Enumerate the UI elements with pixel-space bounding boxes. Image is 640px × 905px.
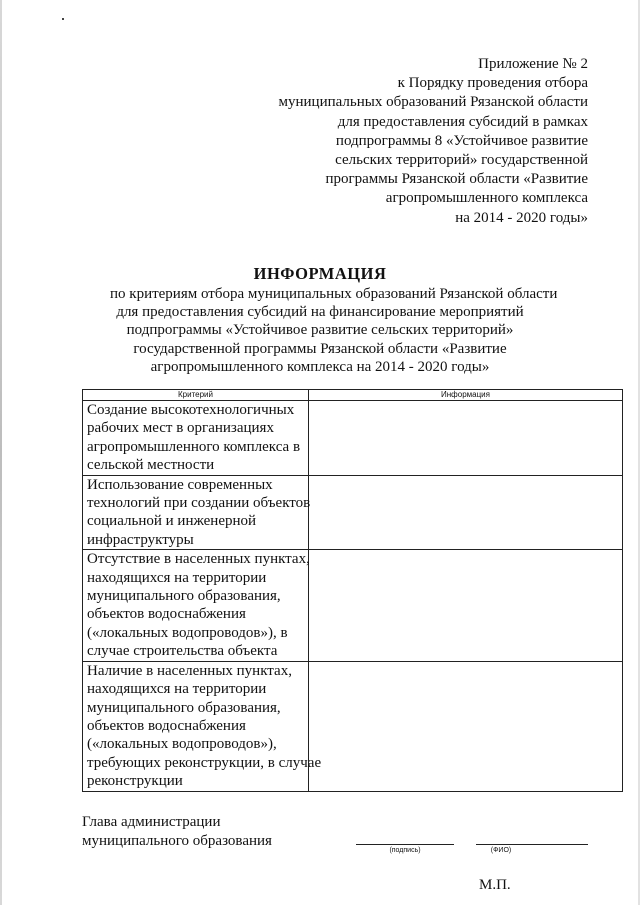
criterion-line: («локальных водопроводов»), в [87, 624, 288, 641]
information-cell [309, 661, 623, 791]
criterion-line: сельской местности [87, 457, 215, 474]
table-row [83, 475, 623, 550]
header-information: Информация [309, 390, 623, 401]
header-criterion: Критерий [83, 390, 309, 401]
criteria-table [82, 389, 623, 792]
criterion-line: Создание высокотехнологичных [87, 402, 295, 418]
criterion-cell [83, 401, 309, 476]
criterion-line: Наличие в населенных пунктах, [87, 662, 292, 679]
criterion-line: рабочих мест в организациях [87, 420, 274, 437]
criterion-line: социальной и инженерной [87, 513, 257, 530]
table-row [83, 550, 623, 661]
criterion-line: случае строительства объекта [87, 643, 278, 660]
signature-caption: (подпись) [389, 847, 421, 854]
table-row [83, 401, 623, 476]
scan-speck [62, 18, 64, 20]
information-cell [309, 550, 623, 661]
appendix-line: агропромышленного комплекса [385, 190, 588, 207]
subtitle-line: по критериям отбора муниципальных образований Рязанской области [110, 286, 558, 302]
information-cell [309, 401, 623, 476]
criterion-line: муниципального образования, [87, 588, 281, 605]
criterion-line: Отсутствие в населенных пунктах, [87, 551, 310, 568]
criterion-line: инфраструктуры [87, 531, 194, 548]
appendix-line: для предоставления субсидий в рамках [337, 113, 588, 130]
subtitle-line: агропромышленного комплекса на 2014 - 2020 годы» [150, 358, 490, 375]
name-line [476, 844, 588, 845]
subtitle-line: подпрограммы «Устойчивое развитие сельских территорий» [126, 322, 514, 339]
criterion-line: находящихся на территории [87, 681, 267, 698]
signature-role-line: Глава администрации [82, 814, 221, 830]
appendix-line: муниципальных образований Рязанской области [278, 94, 588, 111]
criterion-line: требующих реконструкции, в случае [87, 754, 322, 771]
criterion-cell [83, 661, 322, 791]
appendix-line: Приложение № 2 [478, 56, 588, 72]
stamp-placeholder: М.П. [479, 877, 511, 893]
table-row [83, 661, 623, 791]
criterion-line: объектов водоснабжения [87, 606, 246, 623]
criterion-line: технологий при создании объектов [87, 495, 311, 512]
criterion-line: («локальных водопроводов»), [87, 736, 277, 753]
information-cell [309, 475, 623, 550]
appendix-line: подпрограммы 8 «Устойчивое развитие [335, 132, 588, 149]
appendix-header [258, 55, 588, 228]
appendix-line: к Порядку проведения отбора [397, 75, 588, 92]
signature-role [82, 813, 272, 851]
criterion-line: муниципального образования, [87, 699, 281, 716]
signature-role-line: муниципального образования [82, 833, 272, 849]
criterion-line: Использование современных [87, 476, 273, 493]
appendix-line: программы Рязанской области «Развитие [325, 171, 588, 188]
appendix-line: сельских территорий» государственной [335, 152, 588, 169]
scan-edge-left [0, 0, 2, 905]
signature-line [356, 844, 454, 845]
table-header-row [83, 390, 623, 401]
appendix-line: на 2014 - 2020 годы» [455, 209, 588, 226]
subtitle-line: государственной программы Рязанской области «Развитие [133, 340, 507, 357]
subtitle-line: для предоставления субсидий на финансирование мероприятий [116, 304, 524, 321]
document-title: ИНФОРМАЦИЯ [253, 264, 387, 283]
criterion-line: реконструкции [87, 773, 183, 790]
criterion-line: находящихся на территории [87, 569, 267, 586]
criterion-cell [83, 550, 309, 661]
criterion-cell [83, 475, 309, 550]
criterion-line: агропромышленного комплекса в [87, 438, 301, 455]
criterion-line: объектов водоснабжения [87, 717, 246, 734]
document-subtitle [110, 285, 558, 376]
name-caption: (ФИО) [490, 847, 512, 854]
